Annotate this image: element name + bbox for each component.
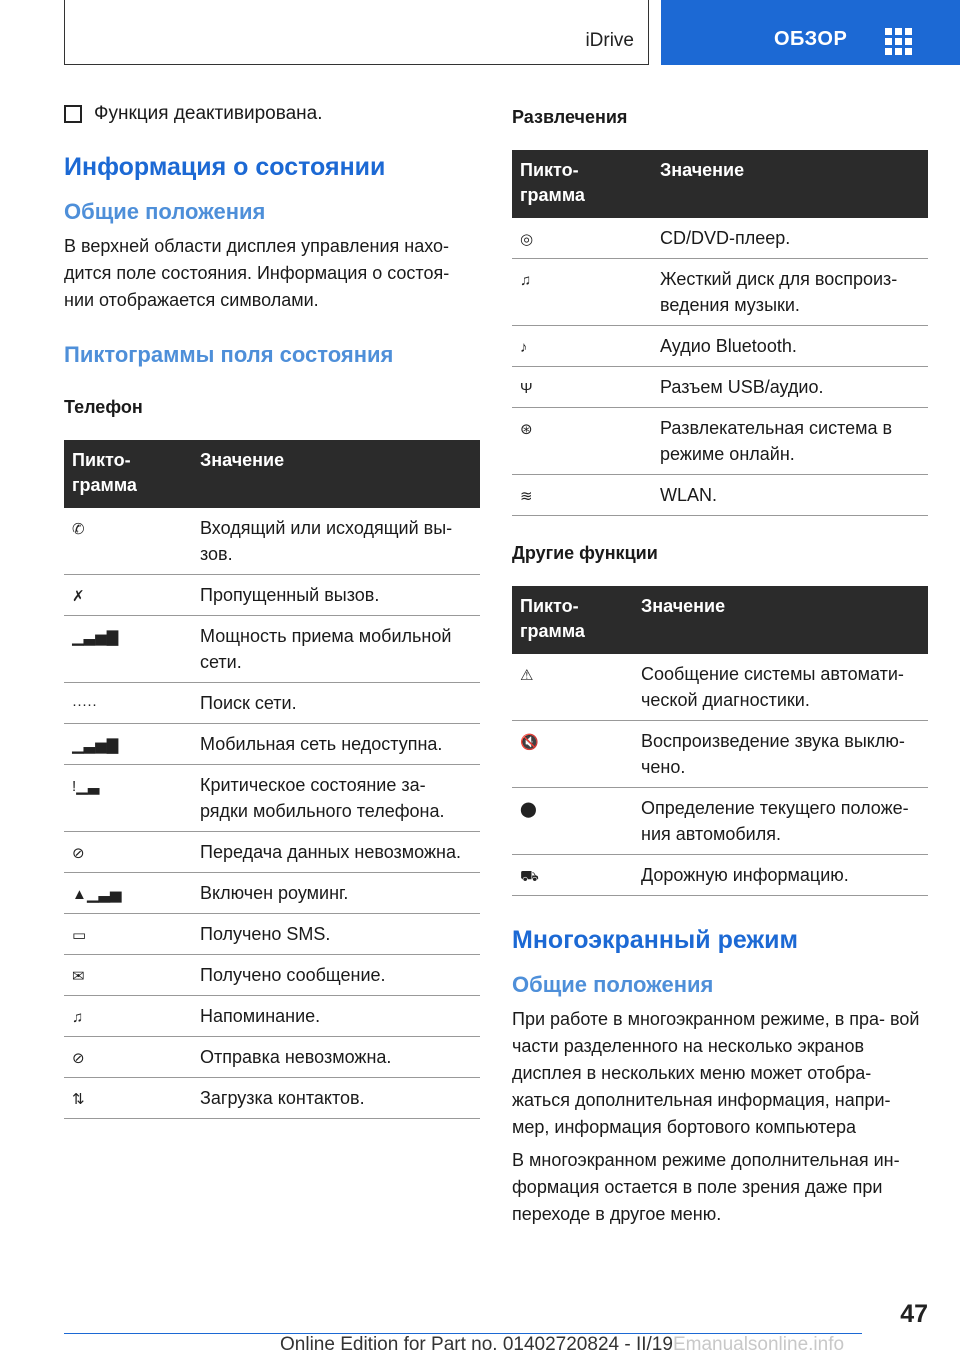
paragraph-multiscreen-1: При работе в многоэкранном режиме, в пра- вой части разделенного на несколько экранов дисплея в нескольких меню может отобра- жаться дополнительная информация, напри- мер, информация бортового компьютера: [512, 1009, 920, 1137]
table-row: [64, 683, 480, 724]
header-right[interactable]: [661, 0, 960, 65]
meaning-text: Поиск сети.: [192, 683, 480, 724]
meaning-text: Аудио Bluetooth.: [652, 326, 928, 367]
table-row: [512, 788, 928, 855]
chapter-title: ОБЗОР: [774, 28, 848, 50]
table-row: [64, 724, 480, 765]
pictogram-icon: ⬤: [520, 801, 537, 818]
table-row: [512, 654, 928, 721]
heading-phone: Телефон: [64, 397, 143, 417]
table-row: [64, 873, 480, 914]
meaning-text: Напоминание.: [192, 996, 480, 1037]
meaning-text: Сообщение системы автомати- ческой диагностики.: [633, 654, 928, 721]
paragraph-general: В верхней области дисплея управления нахо- дится поле состояния. Информация о состоя- нии отображается символами.: [64, 236, 450, 310]
pictogram-icon: ≋: [520, 488, 533, 505]
meaning-text: Входящий или исходящий вы- зов.: [192, 508, 480, 575]
pictogram-icon: ⛟: [520, 868, 539, 885]
meaning-text: WLAN.: [652, 475, 928, 516]
meaning-text: Получено сообщение.: [192, 955, 480, 996]
pictogram-icon: ⊛: [520, 421, 533, 438]
entertainment-table: [512, 150, 928, 516]
meaning-text: Получено SMS.: [192, 914, 480, 955]
pictogram-icon: ⇅: [72, 1091, 85, 1108]
table-row: [512, 855, 928, 896]
heading-pictograms: Пиктограммы поля состояния: [64, 342, 394, 367]
table-row: [512, 408, 928, 475]
header-left: [64, 0, 649, 65]
table-row: [512, 475, 928, 516]
table-row: [64, 508, 480, 575]
col-pictogram: Пикто- грамма: [64, 440, 192, 508]
meaning-text: Передача данных невозможна.: [192, 832, 480, 873]
pictogram-icon: ⊘: [72, 1050, 85, 1067]
status-note: Функция деактивирована.: [64, 100, 480, 127]
table-row: [512, 218, 928, 259]
heading-multiscreen: Многоэкранный режим: [512, 926, 799, 954]
meaning-text: Отправка невозможна.: [192, 1037, 480, 1078]
other-table: [512, 586, 928, 896]
pictogram-icon: ◎: [520, 231, 534, 248]
table-row: [512, 259, 928, 326]
table-row: [512, 721, 928, 788]
table-row: [64, 996, 480, 1037]
meaning-text: CD/DVD-плеер.: [652, 218, 928, 259]
table-row: [512, 367, 928, 408]
footer: [280, 1334, 844, 1356]
edition-text: Online Edition for Part no. 01402720824 - II/19: [280, 1334, 673, 1355]
meaning-text: Разъем USB/аудио.: [652, 367, 928, 408]
table-row: [64, 832, 480, 873]
col-pictogram: Пикто- грамма: [512, 586, 633, 654]
meaning-text: Включен роуминг.: [192, 873, 480, 914]
table-row: [64, 1037, 480, 1078]
grid-menu-icon[interactable]: [885, 28, 913, 56]
meaning-text: Определение текущего положе- ния автомобиля.: [633, 788, 928, 855]
heading-general-2: Общие положения: [512, 972, 714, 997]
paragraph-multiscreen-2: В многоэкранном режиме дополнительная ин- формация остается в поле зрения даже при переходе в другое меню.: [512, 1150, 900, 1224]
section-title: iDrive: [585, 30, 634, 51]
meaning-text: Загрузка контактов.: [192, 1078, 480, 1119]
heading-other-functions: Другие функции: [512, 543, 658, 563]
table-row: [64, 1078, 480, 1119]
pictogram-icon: ⊘: [72, 845, 85, 862]
pictogram-icon: Ψ: [520, 380, 533, 397]
right-column: [512, 100, 928, 1244]
pictogram-icon: ▁▃▅▇: [72, 629, 119, 646]
pictogram-icon: ♪: [520, 339, 528, 356]
heading-entertainment: Развлечения: [512, 107, 628, 127]
meaning-text: Критическое состояние за- рядки мобильного телефона.: [192, 765, 480, 832]
pictogram-icon: !▁▃: [72, 778, 100, 795]
table-row: [64, 914, 480, 955]
meaning-text: Мобильная сеть недоступна.: [192, 724, 480, 765]
pictogram-icon: ▁▃▅▇: [72, 737, 119, 754]
pictogram-icon: ♫: [520, 272, 532, 289]
meaning-text: Воспроизведение звука выклю- чено.: [633, 721, 928, 788]
table-row: [64, 616, 480, 683]
pictogram-icon: 🔇: [520, 734, 539, 751]
meaning-text: Пропущенный вызов.: [192, 575, 480, 616]
pictogram-icon: ·····: [72, 696, 97, 713]
pictogram-icon: ♫: [72, 1009, 84, 1026]
pictogram-icon: ✉: [72, 968, 85, 985]
heading-general: Общие положения: [64, 199, 266, 224]
meaning-text: Мощность приема мобильной сети.: [192, 616, 480, 683]
pictogram-icon: ▭: [72, 927, 87, 944]
heading-status-info: Информация о состоянии: [64, 153, 386, 181]
col-meaning: Значение: [192, 440, 480, 508]
table-row: [64, 955, 480, 996]
phone-table: [64, 440, 480, 1119]
left-column: [64, 100, 480, 1119]
pictogram-icon: ✗: [72, 588, 85, 605]
pictogram-icon: ⚠: [520, 667, 534, 684]
meaning-text: Жесткий диск для воспроиз- ведения музыки.: [652, 259, 928, 326]
pictogram-icon: ▲▁▃▅: [72, 886, 122, 903]
checkbox-empty-icon: [64, 105, 82, 123]
meaning-text: Дорожную информацию.: [633, 855, 928, 896]
meaning-text: Развлекательная система в режиме онлайн.: [652, 408, 928, 475]
col-pictogram: Пикто- грамма: [512, 150, 652, 218]
col-meaning: Значение: [652, 150, 928, 218]
table-row: [512, 326, 928, 367]
pictogram-icon: ✆: [72, 521, 85, 538]
table-row: [64, 575, 480, 616]
table-row: [64, 765, 480, 832]
page-number: 47: [900, 1300, 928, 1328]
col-meaning: Значение: [633, 586, 928, 654]
watermark: Emanualsonline.info: [672, 1334, 845, 1355]
